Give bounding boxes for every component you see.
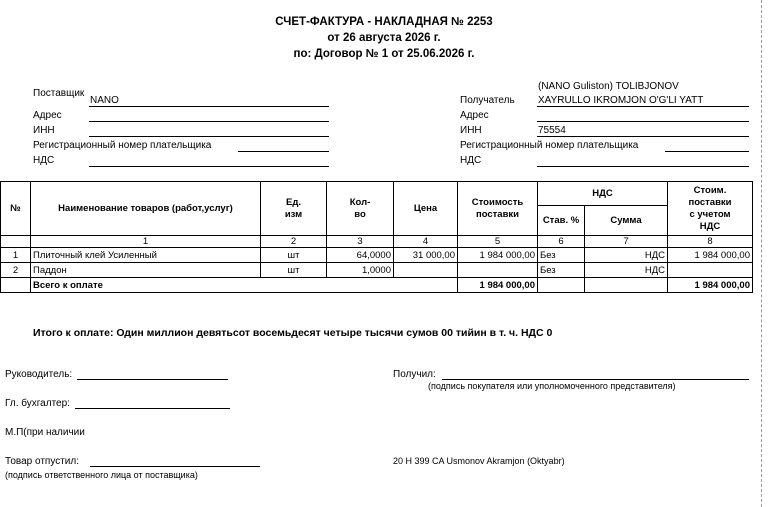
supplier-address-line (89, 121, 329, 122)
col-header-vat-sum: Сумма (585, 206, 668, 236)
recipient-label: Получатель (460, 95, 515, 106)
row-qty: 64,0000 (327, 248, 394, 263)
stamp-label: М.П(при наличии (5, 427, 85, 438)
agent-line: 20 H 399 CA Usmonov Akramjon (Oktyabr) (393, 456, 565, 466)
recipient-address-line (537, 121, 749, 122)
col-number-cell: 7 (585, 236, 668, 248)
col-header-cost (458, 182, 538, 236)
row-name: Паддон (31, 263, 261, 278)
col-number-row (1, 236, 753, 248)
recipient-name-line1: (NANO Guliston) TOLIBJONOV (538, 81, 679, 92)
col-header-total-l2: поставки (688, 196, 732, 208)
received-signature-line (442, 379, 749, 380)
table-row (1, 263, 753, 278)
col-number-cell (1, 236, 31, 248)
recipient-address-label: Адрес (460, 110, 489, 121)
row-vat-sum: НДС (585, 248, 668, 263)
received-note: (подпись покупателя или уполномоченного представителя) (428, 381, 676, 391)
row-unit: шт (261, 248, 327, 263)
head-label: Руководитель: (5, 369, 73, 380)
row-total: 1 984 000,00 (668, 248, 753, 263)
recipient-reg-line (665, 151, 749, 152)
recipient-inn-value: 75554 (538, 125, 566, 136)
total-cost: 1 984 000,00 (458, 278, 538, 293)
col-header-unit-l1: Ед. (285, 196, 301, 208)
col-number-cell: 1 (31, 236, 261, 248)
total-empty-cell (585, 278, 668, 293)
document-title: СЧЕТ-ФАКТУРА - НАКЛАДНАЯ № 2253 (275, 16, 493, 28)
released-label: Товар отпустил: (5, 456, 79, 467)
col-header-qty-l2: во (354, 208, 366, 220)
supplier-inn-label: ИНН (33, 125, 55, 136)
col-number-cell: 4 (394, 236, 458, 248)
col-header-qty (327, 182, 394, 236)
total-empty-cell (1, 278, 31, 293)
accountant-label: Гл. бухгалтер: (5, 398, 70, 409)
supplier-reg-line (238, 151, 329, 152)
released-note: (подпись ответственного лица от поставщика) (5, 470, 198, 480)
col-number-cell: 6 (538, 236, 585, 248)
row-vat-rate: Без (538, 248, 585, 263)
recipient-reg-label: Регистрационный номер плательщика (460, 140, 639, 151)
col-number-cell: 3 (327, 236, 394, 248)
row-cost (458, 263, 538, 278)
supplier-vat-label: НДС (33, 155, 55, 166)
row-cost: 1 984 000,00 (458, 248, 538, 263)
col-header-total-l3: с учетом (689, 208, 731, 220)
total-with-vat: 1 984 000,00 (668, 278, 753, 293)
row-price (394, 263, 458, 278)
recipient-name-line2: XAYRULLO IKROMJON O'G'LI YATT (538, 95, 704, 106)
supplier-vat-line (89, 166, 329, 167)
col-header-total-l4: НДС (699, 220, 721, 232)
page-edge-line (761, 0, 762, 507)
col-header-vat-rate: Став. % (538, 206, 585, 236)
received-label: Получил: (393, 369, 436, 380)
recipient-inn-label: ИНН (460, 125, 482, 136)
released-signature-line (90, 466, 260, 467)
supplier-name: NANO (90, 95, 119, 106)
col-header-cost-l1: Стоимость (471, 196, 524, 208)
payment-summary: Итого к оплате: Один миллион девятьсот восемьдесят четыре тысячи сумов 00 тийин в т. ч. НДС 0 (33, 327, 553, 339)
document-date: от 26 августа 2026 г. (327, 32, 441, 44)
document-contract: по: Договор № 1 от 25.06.2026 г. (293, 48, 475, 60)
recipient-inn-line (537, 136, 749, 137)
col-header-name: Наименование товаров (работ,услуг) (31, 182, 261, 236)
col-header-price: Цена (394, 182, 458, 236)
row-num: 1 (1, 248, 31, 263)
col-number-cell: 8 (668, 236, 753, 248)
supplier-inn-line (89, 136, 329, 137)
row-vat-rate: Без (538, 263, 585, 278)
total-empty-cell (538, 278, 585, 293)
col-header-num: № (1, 182, 31, 236)
accountant-signature-line (75, 408, 230, 409)
supplier-label: Поставщик (33, 88, 85, 99)
col-header-vat: НДС (538, 182, 668, 206)
col-header-total (668, 182, 753, 236)
col-number-cell: 5 (458, 236, 538, 248)
row-price: 31 000,00 (394, 248, 458, 263)
col-header-unit-l2: изм (284, 208, 303, 220)
row-qty: 1,0000 (327, 263, 394, 278)
recipient-vat-label: НДС (460, 155, 482, 166)
recipient-name-underline (537, 106, 749, 107)
row-num: 2 (1, 263, 31, 278)
col-header-cost-l2: поставки (475, 208, 520, 220)
row-unit: шт (261, 263, 327, 278)
supplier-name-line (89, 106, 329, 107)
total-label: Всего к оплате (31, 278, 458, 293)
col-number-cell: 2 (261, 236, 327, 248)
total-row (1, 278, 753, 293)
row-vat-sum: НДС (585, 263, 668, 278)
supplier-address-label: Адрес (33, 110, 62, 121)
table-row (1, 248, 753, 263)
col-header-total-l1: Стоим. (693, 184, 727, 196)
col-header-unit (261, 182, 327, 236)
row-name: Плиточный клей Усиленный (31, 248, 261, 263)
head-signature-line (77, 379, 228, 380)
invoice-table (0, 181, 753, 293)
supplier-reg-label: Регистрационный номер плательщика (33, 140, 212, 151)
recipient-vat-line (537, 166, 749, 167)
row-total (668, 263, 753, 278)
col-header-qty-l1: Кол- (349, 196, 371, 208)
